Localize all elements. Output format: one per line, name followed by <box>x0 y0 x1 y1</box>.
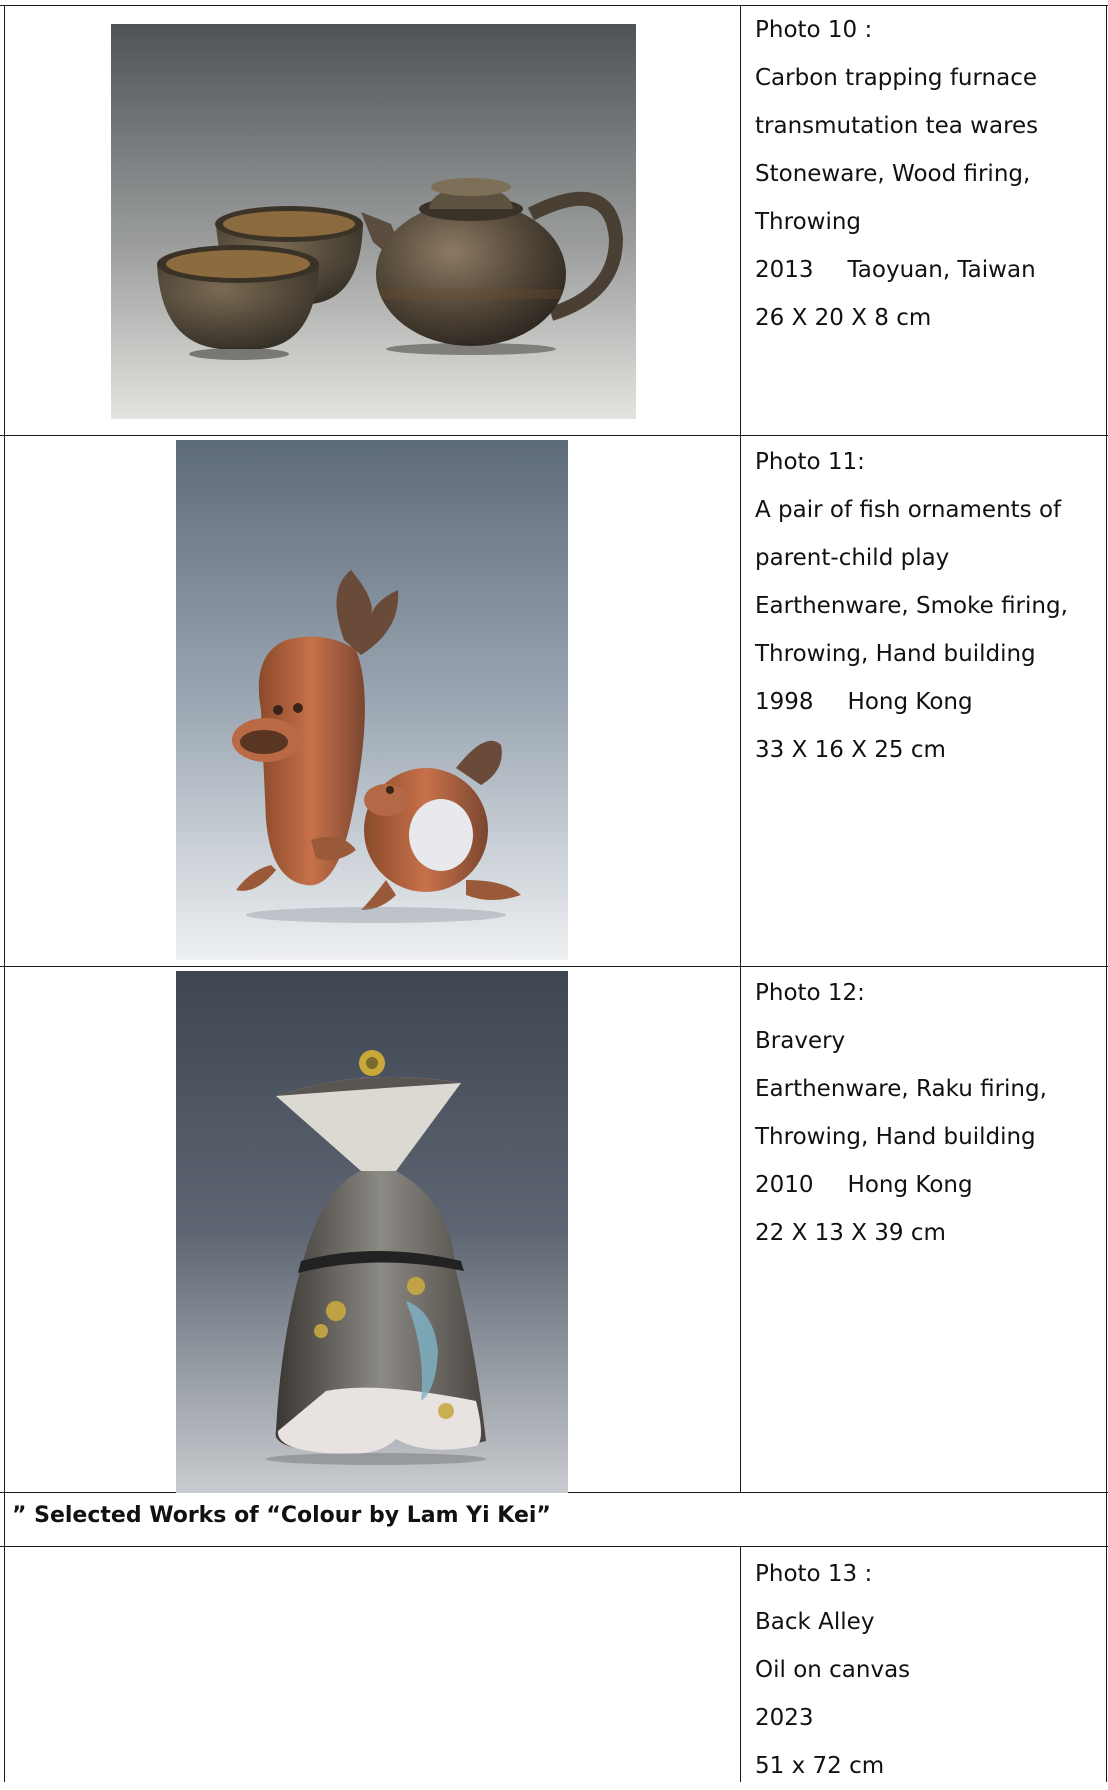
caption-line: Throwing, Hand building <box>755 1124 1036 1150</box>
caption-line: Back Alley <box>755 1609 875 1635</box>
table-border-right <box>1106 5 1107 1782</box>
caption-place: Hong Kong <box>847 1172 973 1198</box>
caption-place: Taoyuan, Taiwan <box>847 257 1036 283</box>
caption-line: Stoneware, Wood firing, <box>755 161 1031 187</box>
caption-line: A pair of fish ornaments of <box>755 497 1062 523</box>
caption-place: Hong Kong <box>847 689 973 715</box>
caption-line: transmutation tea wares <box>755 113 1039 139</box>
bravery-sculpture-photo <box>176 971 568 1493</box>
photo-12-caption <box>755 969 1100 1257</box>
caption-line: Carbon trapping furnace <box>755 65 1038 91</box>
fish-ornaments-image <box>176 440 568 960</box>
caption-year: 2010 <box>755 1172 814 1198</box>
year-place-line <box>755 678 1100 726</box>
table-border-left <box>4 5 5 1782</box>
caption-line: parent-child play <box>755 545 950 571</box>
photo-10-caption <box>755 6 1100 342</box>
year-place-line <box>755 1161 1100 1209</box>
caption-line: Photo 11: <box>755 449 865 475</box>
year-place-line <box>755 246 1100 294</box>
row-divider <box>0 966 1108 967</box>
caption-line: 51 x 72 cm <box>755 1753 885 1779</box>
caption-line: Bravery <box>755 1028 846 1054</box>
caption-size: 33 X 16 X 25 cm <box>755 737 946 763</box>
fish-ornaments-photo <box>176 440 568 960</box>
caption-line: Oil on canvas <box>755 1657 911 1683</box>
caption-line: Photo 10 : <box>755 17 873 43</box>
teaware-photo <box>111 24 636 419</box>
row-divider <box>0 435 1108 436</box>
section-heading: ” Selected Works of “Colour by Lam Yi Kei” <box>12 1503 551 1528</box>
photo-13-caption <box>755 1550 1100 1790</box>
column-divider <box>740 5 741 1492</box>
caption-line: Photo 12: <box>755 980 865 1006</box>
photo-11-caption <box>755 438 1100 774</box>
row-divider <box>0 1546 1108 1547</box>
caption-year: 1998 <box>755 689 814 715</box>
caption-size: 22 X 13 X 39 cm <box>755 1220 946 1246</box>
bravery-sculpture-image <box>176 971 568 1493</box>
caption-line: Earthenware, Smoke firing, <box>755 593 1068 619</box>
teaware-image <box>111 24 636 419</box>
caption-line: 2023 <box>755 1705 814 1731</box>
caption-line: Earthenware, Raku firing, <box>755 1076 1047 1102</box>
caption-year: 2013 <box>755 257 814 283</box>
column-divider <box>740 1546 741 1782</box>
caption-line: Photo 13 : <box>755 1561 873 1587</box>
caption-line: Throwing <box>755 209 862 235</box>
caption-size: 26 X 20 X 8 cm <box>755 305 932 331</box>
caption-line: Throwing, Hand building <box>755 641 1036 667</box>
